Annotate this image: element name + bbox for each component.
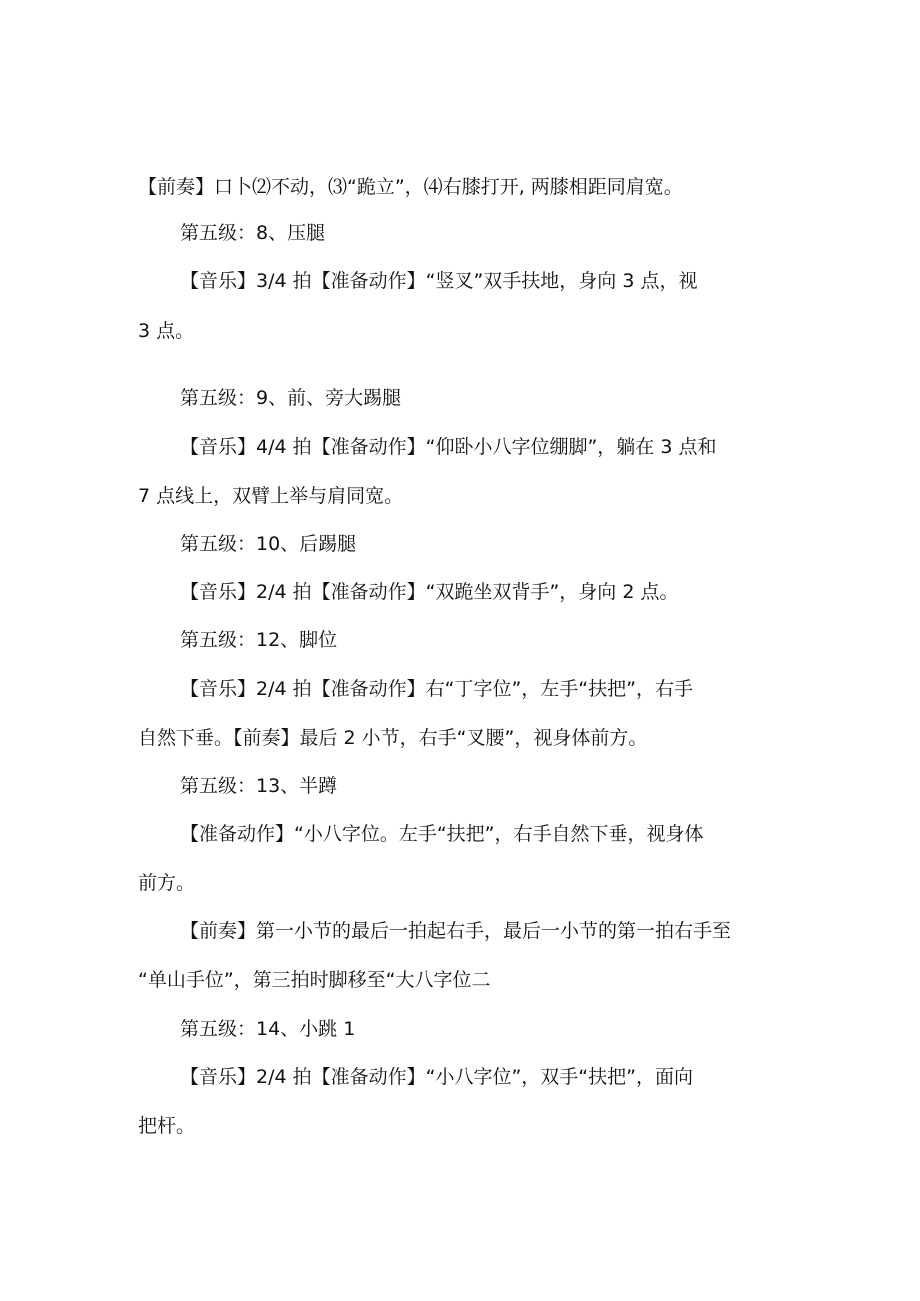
paragraph-line: 【音乐】2/4 拍【准备动作】“小八字位”，双手“扶把”，面向	[180, 1066, 693, 1088]
paragraph-line: 7 点线上，双臂上举与肩同宽。	[138, 485, 404, 507]
paragraph-line: 【前奏】第一小节的最后一拍起右手，最后一小节的第一拍右手至	[180, 920, 732, 942]
paragraph-line: 【音乐】2/4 拍【准备动作】“双跪坐双背手”，身向 2 点。	[180, 581, 679, 603]
paragraph-line: 自然下垂。【前奏】最后 2 小节，右手“叉腰”，视身体前方。	[138, 727, 648, 749]
section-heading: 第五级：10、后踢腿	[180, 533, 357, 555]
section-heading: 第五级：13、半蹲	[180, 775, 338, 797]
paragraph-line: 前方。	[138, 872, 196, 894]
section-heading: 第五级：9、前、旁大踢腿	[180, 387, 402, 409]
section-heading: 第五级：12、脚位	[180, 629, 338, 651]
paragraph-line: 把杆。	[138, 1115, 196, 1137]
paragraph-line: 【音乐】4/4 拍【准备动作】“仰卧小八字位绷脚”，躺在 3 点和	[180, 436, 717, 458]
paragraph-line: 【音乐】2/4 拍【准备动作】右“丁字位”，左手“扶把”，右手	[180, 678, 693, 700]
section-heading: 第五级：14、小跳 1	[180, 1018, 356, 1040]
paragraph-line: 【音乐】3/4 拍【准备动作】“竖叉”双手扶地，身向 3 点，视	[180, 270, 698, 292]
paragraph-line: “单山手位”，第三拍时脚移至“大八字位二	[138, 969, 491, 991]
paragraph-line: 【准备动作】“小八字位。左手“扶把”，右手自然下垂，视身体	[180, 823, 704, 845]
paragraph-line: 3 点。	[138, 320, 195, 342]
paragraph-line: 【前奏】口卜⑵不动，⑶“跪立”，⑷右膝打开, 两膝相距同肩宽。	[138, 176, 683, 198]
section-heading: 第五级：8、压腿	[180, 222, 326, 244]
